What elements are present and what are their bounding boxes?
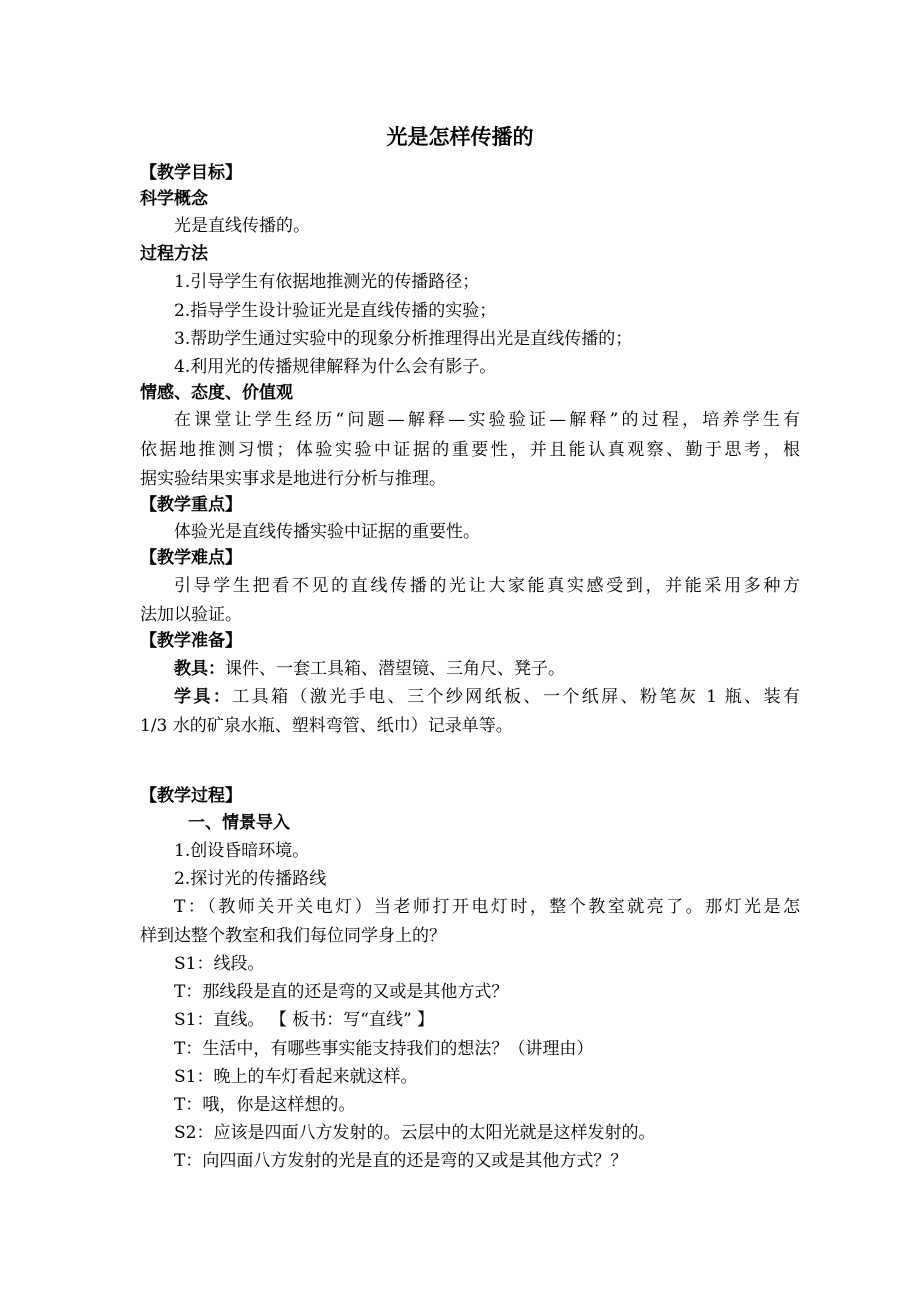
attitude-line-1: 在课堂让学生经历“问题—解释—实验验证—解释”的过程，培养学生有 (174, 410, 800, 430)
section-1-heading: 一、情景导入 (188, 813, 290, 833)
concept-heading: 科学概念 (140, 189, 208, 209)
key-point-text: 体验光是直线传播实验中证据的重要性。 (174, 522, 480, 542)
process-line-5: S1：线段。 (174, 954, 265, 974)
method-heading: 过程方法 (140, 244, 208, 264)
process-line-1: 1.创设昏暗环境。 (174, 841, 310, 861)
method-item-1: 1.引导学生有依据地推测光的传播路径； (174, 272, 480, 292)
process-line-11: S2：应该是四面八方发射的。云层中的太阳光就是这样发射的。 (174, 1123, 656, 1143)
method-item-4: 4.利用光的传播规律解释为什么会有影子。 (174, 357, 497, 377)
process-line-9: S1：晚上的车灯看起来就这样。 (174, 1067, 418, 1087)
teacher-materials-text: 课件、一套工具箱、潜望镜、三角尺、凳子。 (225, 659, 565, 679)
student-materials-label: 学具： (174, 687, 233, 707)
student-materials-text: 工具箱（激光手电、三个纱网纸板、一个纸屏、粉笔灰 1 瓶、装有 (232, 687, 801, 707)
method-item-2: 2.指导学生设计验证光是直线传播的实验； (174, 301, 497, 321)
concept-text: 光是直线传播的。 (174, 216, 310, 236)
attitude-line-3: 据实验结果实事求是地进行分析与推理。 (140, 469, 446, 489)
teacher-materials-label: 教具： (174, 659, 225, 679)
process-line-4: 样到达整个教室和我们每位同学身上的？ (140, 926, 446, 946)
method-item-3: 3.帮助学生通过实验中的现象分析推理得出光是直线传播的； (174, 329, 633, 349)
process-line-12: T：向四面八方发射的光是直的还是弯的又或是其他方式？？ (174, 1151, 628, 1171)
difficulty-heading: 【教学难点】 (140, 548, 242, 568)
process-line-6: T：那线段是直的还是弯的又或是其他方式？ (174, 982, 509, 1002)
objectives-heading: 【教学目标】 (140, 163, 242, 183)
student-materials-line-2: 1/3 水的矿泉水瓶、塑料弯管、纸巾）记录单等。 (140, 716, 513, 736)
process-line-8: T：生活中，有哪些事实能支持我们的想法？（讲理由） (174, 1039, 594, 1059)
key-point-heading: 【教学重点】 (140, 495, 242, 515)
teacher-materials (174, 654, 800, 684)
process-heading: 【教学过程】 (140, 786, 242, 806)
process-line-10: T：哦，你是这样想的。 (174, 1095, 356, 1115)
process-line-2: 2.探讨光的传播路线 (174, 869, 327, 889)
student-materials (174, 682, 800, 712)
process-line-3: T：（教师关开关电灯）当老师打开电灯时，整个教室就亮了。那灯光是怎 (174, 897, 800, 917)
difficulty-line-2: 法加以验证。 (140, 605, 242, 625)
preparation-heading: 【教学准备】 (140, 631, 242, 651)
page-title: 光是怎样传播的 (386, 125, 534, 149)
attitude-line-2: 依据地推测习惯；体验实验中证据的重要性，并且能认真观察、勤于思考，根 (140, 440, 800, 460)
attitude-heading: 情感、态度、价值观 (140, 383, 293, 403)
difficulty-line-1: 引导学生把看不见的直线传播的光让大家能真实感受到，并能采用多种方 (174, 576, 800, 596)
process-line-7: S1：直线。 【 板书：写“直线” 】 (174, 1010, 435, 1030)
